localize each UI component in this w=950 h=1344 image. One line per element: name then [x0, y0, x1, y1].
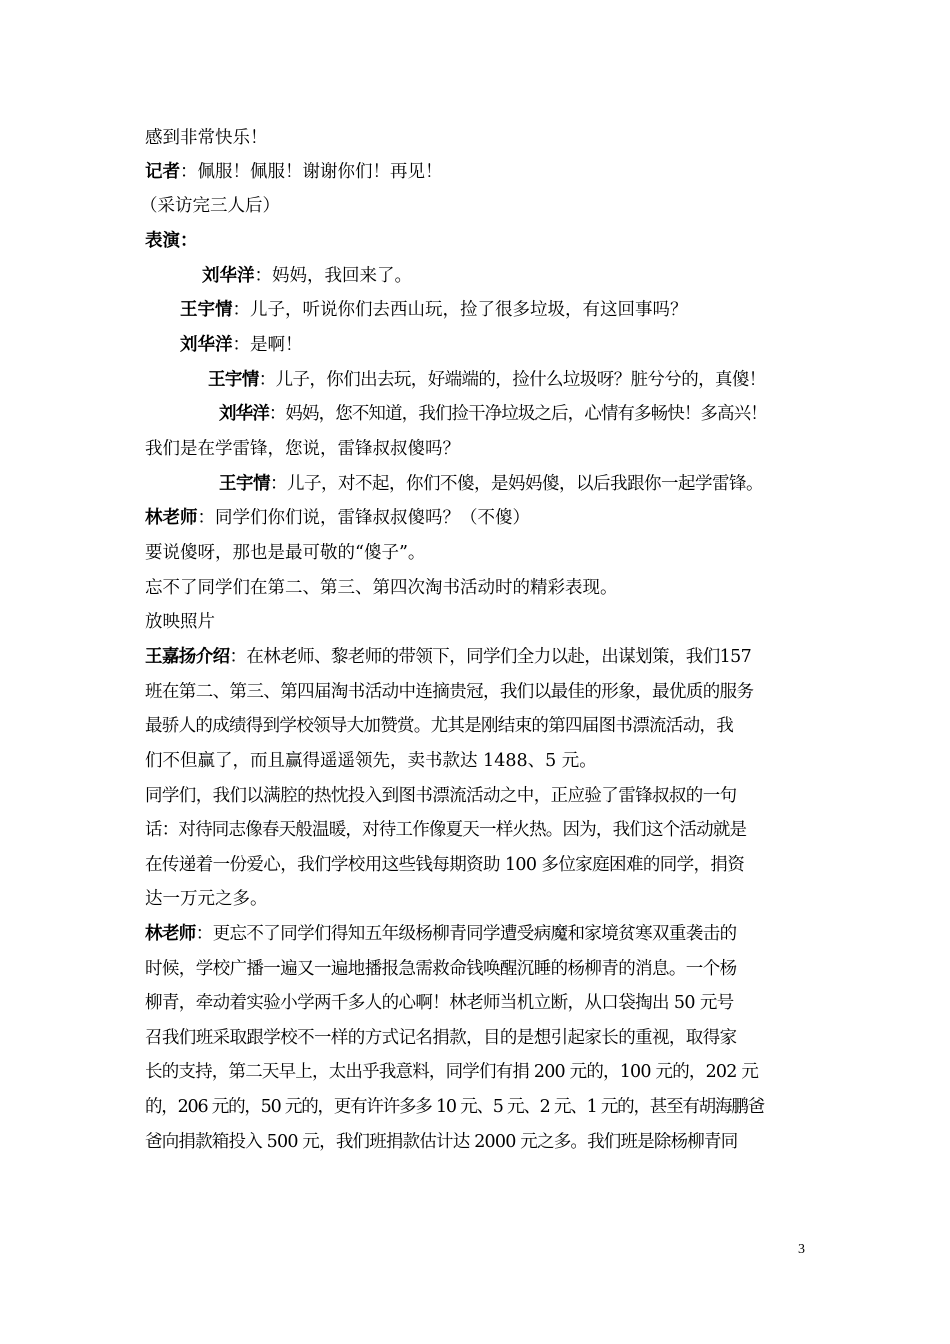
line-text: 更忘不了同学们得知五年级杨柳青同学遭受病魔和家境贫寒双重袭击的 [212, 924, 737, 944]
speaker-name: 表演： [145, 231, 198, 251]
text-line [145, 680, 753, 704]
line-text: 柳青，牵动着实验小学两千多人的心啊！林老师当机立断，从口袋掏出 50 元号 [145, 993, 734, 1013]
speaker-name: 刘华洋 [202, 266, 255, 286]
dialogue-line [180, 333, 303, 357]
section-heading [145, 229, 198, 253]
speaker-name: 王宇情 [180, 300, 233, 320]
text-line [145, 818, 746, 842]
line-text: 最骄人的成绩得到学校领导大加赞赏。尤其是刚结束的第四届图书漂流活动，我 [145, 716, 733, 736]
line-text: 佩服！佩服！谢谢你们！再见！ [197, 162, 443, 182]
dialogue-line [208, 368, 766, 392]
colon: ： [270, 474, 287, 494]
line-text: 儿子，对不起，你们不傻，是妈妈傻，以后我跟你一起学雷锋。 [287, 474, 763, 494]
text-line [145, 853, 744, 877]
colon: ： [258, 370, 276, 390]
speaker-name: 林老师 [145, 508, 198, 528]
dialogue-line [202, 264, 412, 288]
text-line [145, 576, 618, 600]
line-text: 妈妈，您不知道，我们捡干净垃圾之后，心情有多畅快！多高兴！ [285, 404, 767, 424]
line-text: 在林老师、黎老师的带领下，同学们全力以赴，出谋划策，我们157 [246, 647, 752, 667]
speaker-name: 刘华洋 [219, 404, 269, 424]
line-text: 的，206 元的，50 元的，更有许许多多 10 元、5 元、2 元、1 元的，甚至有胡海鹏爸 [145, 1097, 764, 1117]
line-text: 长的支持，第二天早上，太出乎我意料，同学们有捐 200 元的，100 元的，202 元 [145, 1062, 759, 1082]
colon: ： [254, 266, 272, 286]
speaker-name: 王宇情 [208, 370, 259, 390]
text-line [145, 749, 597, 773]
line-text: 爸向捐款箱投入 500 元，我们班捐款估计达 2000 元之多。我们班是除杨柳青同 [145, 1132, 738, 1152]
dialogue-line [219, 472, 763, 496]
dialogue-line [180, 298, 688, 322]
colon: ： [232, 335, 250, 355]
text-line [145, 1060, 758, 1084]
line-text: 们不但赢了，而且赢得遥遥领先，卖书款达 1488、5 元。 [145, 751, 597, 771]
dialogue-line [145, 922, 737, 946]
line-text: 忘不了同学们在第二、第三、第四次淘书活动时的精彩表现。 [145, 578, 618, 598]
dialogue-line [145, 506, 530, 530]
line-text: 放映照片 [145, 612, 215, 632]
colon: ： [229, 647, 247, 667]
speaker-name: 记者 [145, 162, 180, 182]
line-text: 妈妈，我回来了。 [272, 266, 412, 286]
colon: ： [195, 924, 213, 944]
line-text: 达一万元之多。 [145, 889, 268, 909]
text-line [145, 784, 737, 808]
line-text: 是啊！ [250, 335, 303, 355]
speaker-name: 王嘉扬介绍 [145, 647, 230, 667]
speaker-name: 刘华洋 [180, 335, 233, 355]
text-line [145, 610, 215, 634]
line-text: 时候，学校广播一遍又一遍地播报急需救命钱唤醒沉睡的杨柳青的消息。一个杨 [145, 959, 737, 979]
line-text: （采访完三人后） [140, 196, 280, 216]
line-text: 儿子，你们出去玩，好端端的，捡什么垃圾呀？脏兮兮的，真傻！ [275, 370, 766, 390]
line-text: 感到非常快乐！ [145, 128, 268, 148]
text-line [145, 1130, 737, 1154]
text-line [145, 1095, 764, 1119]
line-text: 话：对待同志像春天般温暖，对待工作像夏天一样火热。因为，我们这个活动就是 [145, 820, 747, 840]
line-text: 在传递着一份爱心，我们学校用这些钱每期资助 100 多位家庭困难的同学，捐资 [145, 855, 745, 875]
text-line [145, 991, 734, 1015]
line-text: 班在第二、第三、第四届淘书活动中连摘贵冠，我们以最佳的形象，最优质的服务 [145, 682, 754, 702]
text-line [145, 126, 268, 150]
text-line [140, 194, 280, 218]
text-line [145, 957, 737, 981]
text-line [145, 714, 733, 738]
line-text: 要说傻呀，那也是最可敬的“傻子”。 [145, 543, 426, 563]
line-text: 同学们你们说，雷锋叔叔傻吗？（不傻） [215, 508, 530, 528]
text-line [145, 437, 460, 461]
text-line [145, 887, 268, 911]
dialogue-line [219, 402, 767, 426]
text-line [145, 1026, 737, 1050]
line-text: 我们是在学雷锋，您说，雷锋叔叔傻吗？ [145, 439, 460, 459]
speaker-name: 林老师 [145, 924, 196, 944]
page-number: 3 [798, 1242, 805, 1257]
line-text: 儿子，听说你们去西山玩，捡了很多垃圾，有这回事吗？ [250, 300, 688, 320]
dialogue-line [145, 645, 751, 669]
colon: ： [197, 508, 215, 528]
line-text: 同学们，我们以满腔的热忱投入到图书漂流活动之中，正应验了雷锋叔叔的一句 [145, 786, 737, 806]
speaker-name: 王宇情 [219, 474, 270, 494]
colon: ： [180, 162, 198, 182]
dialogue-line [145, 160, 443, 184]
colon: ： [268, 404, 286, 424]
text-line [145, 541, 425, 565]
colon: ： [232, 300, 250, 320]
line-text: 召我们班采取跟学校不一样的方式记名捐款，目的是想引起家长的重视，取得家 [145, 1028, 737, 1048]
